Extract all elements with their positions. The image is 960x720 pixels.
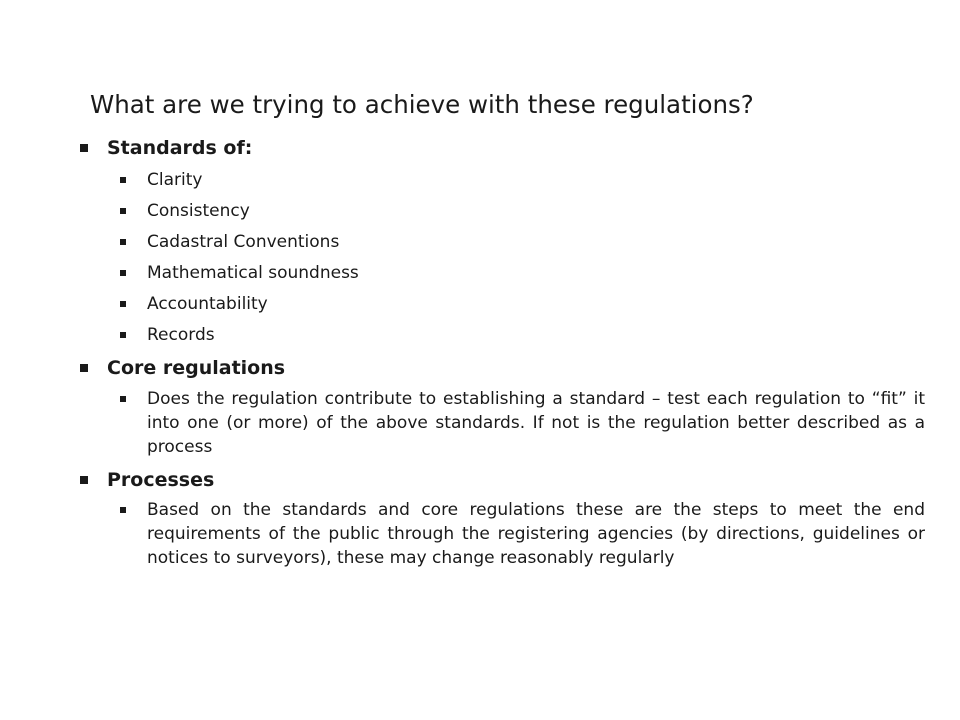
- list-item-text: Cadastral Conventions: [147, 231, 340, 252]
- section-heading: Standards of:: [107, 137, 253, 159]
- list-item: [120, 231, 925, 253]
- section-heading: Core regulations: [107, 356, 286, 379]
- square-bullet-icon: [120, 231, 126, 253]
- list-item-text: Does the regulation contribute to establishing a standard – test each regulation to “fit” it into one (or more) of the above standards. If not is the regulation better described as a process: [147, 388, 925, 457]
- square-bullet-icon: [120, 200, 126, 222]
- list-item-text: Accountability: [147, 293, 268, 314]
- list-item: [120, 293, 925, 315]
- bullet-core-regulations-heading: [80, 357, 925, 380]
- section-heading: Processes: [107, 468, 215, 491]
- square-bullet-icon: [120, 498, 126, 522]
- list-item-text: Records: [147, 324, 215, 345]
- bullet-standards-heading: [80, 137, 925, 160]
- bullet-processes-heading: [80, 469, 925, 492]
- square-bullet-icon: [120, 387, 126, 411]
- square-bullet-icon: [120, 169, 126, 191]
- square-bullet-icon: [80, 469, 88, 492]
- list-item-text: Consistency: [147, 200, 250, 221]
- square-bullet-icon: [120, 293, 126, 315]
- list-item-text: Based on the standards and core regulations these are the steps to meet the end requirements of the public through the registering agencies (by directions, guidelines or notices to surveyors), these may change reasonably regularly: [147, 500, 925, 569]
- list-item: [120, 324, 925, 346]
- square-bullet-icon: [80, 137, 88, 160]
- list-item: [120, 498, 925, 570]
- bullet-list: [80, 130, 925, 570]
- list-item: [120, 262, 925, 284]
- list-item: [120, 169, 925, 191]
- square-bullet-icon: [120, 262, 126, 284]
- list-item: [120, 200, 925, 222]
- list-item-text: Clarity: [147, 169, 203, 190]
- square-bullet-icon: [120, 324, 126, 346]
- list-item-text: Mathematical soundness: [147, 262, 359, 283]
- slide-title: What are we trying to achieve with these regulations?: [90, 90, 754, 119]
- square-bullet-icon: [80, 357, 88, 380]
- list-item: [120, 387, 925, 459]
